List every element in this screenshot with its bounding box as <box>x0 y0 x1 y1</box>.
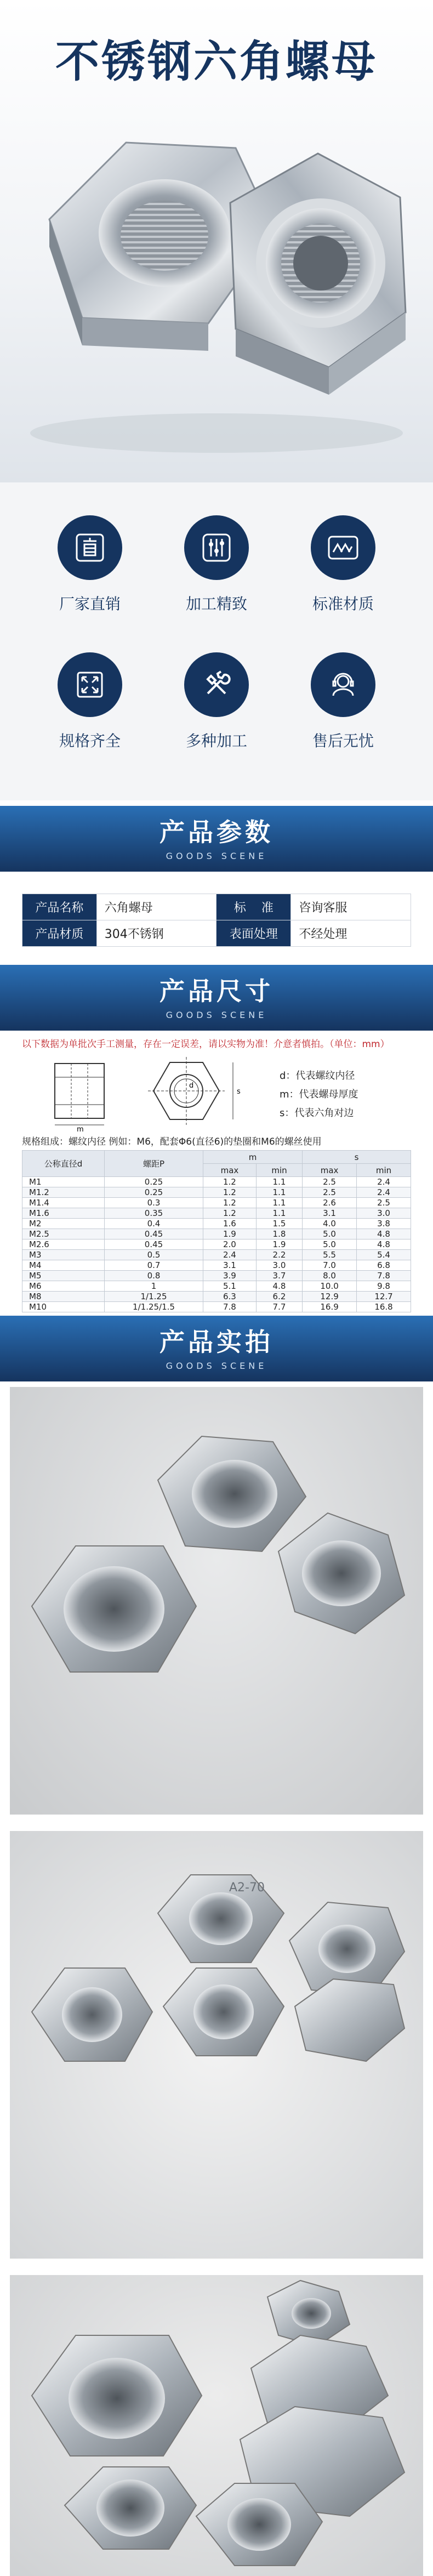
table-cell: 1.1 <box>256 1198 302 1208</box>
table-row <box>22 1208 411 1219</box>
params-row <box>22 920 411 947</box>
product-photo-2 <box>10 1831 423 2259</box>
feature-label: 售后无忧 <box>312 732 374 750</box>
params-row <box>22 894 411 920</box>
table-cell: M1.6 <box>22 1208 105 1219</box>
table-cell: 12.9 <box>303 1292 357 1302</box>
feature-full-specs <box>35 652 145 751</box>
table-row <box>22 1177 411 1187</box>
table-row <box>22 1271 411 1281</box>
nuts-photo-3 <box>10 2275 423 2576</box>
table-cell: 5.5 <box>303 1250 357 1260</box>
table-cell: 3.7 <box>256 1271 302 1281</box>
table-cell: 4.8 <box>357 1229 411 1239</box>
header-max: max <box>303 1164 357 1177</box>
table-cell: M6 <box>22 1281 105 1292</box>
feature-label: 厂家直销 <box>59 595 121 613</box>
param-key: 标 准 <box>216 894 291 920</box>
legend-s: s：代表六角对边 <box>280 1107 354 1119</box>
hero-section <box>0 0 433 482</box>
table-cell: 1/1.25/1.5 <box>105 1302 203 1312</box>
table-cell: 2.5 <box>303 1187 357 1198</box>
param-value: 咨询客服 <box>291 894 411 920</box>
table-cell: 10.0 <box>303 1281 357 1292</box>
table-cell: 6.8 <box>357 1260 411 1271</box>
size-table-header <box>22 1151 411 1164</box>
size-table <box>22 1150 411 1312</box>
photo-stamp: A2-70 <box>229 1881 265 1895</box>
header-max: max <box>203 1164 257 1177</box>
table-cell: M2.5 <box>22 1229 105 1239</box>
hero-title: 不锈钢六角螺母 <box>55 36 378 87</box>
params-table <box>22 894 411 947</box>
table-cell: M1.4 <box>22 1198 105 1208</box>
param-key: 表面处理 <box>216 920 291 947</box>
table-cell: 5.4 <box>357 1250 411 1260</box>
table-row <box>22 1250 411 1260</box>
banner-params <box>0 806 433 872</box>
spec-formula: 规格组成：螺纹内径 例如：M6，配套Φ6(直径6)的垫圈和M6的螺丝使用 <box>22 1136 322 1147</box>
feature-after-sales <box>288 652 398 751</box>
table-cell: M1 <box>22 1177 105 1187</box>
hero-nuts-image <box>0 104 433 477</box>
table-cell: 7.0 <box>303 1260 357 1271</box>
table-cell: 0.25 <box>105 1177 203 1187</box>
nut-dimension-diagram <box>33 1053 269 1132</box>
table-cell: 2.6 <box>303 1198 357 1208</box>
product-photo-3 <box>10 2275 423 2576</box>
table-cell: 1.9 <box>203 1229 257 1239</box>
header-min: min <box>357 1164 411 1177</box>
table-cell: 1.9 <box>256 1239 302 1250</box>
support-agent-icon <box>311 652 375 717</box>
table-cell: 3.9 <box>203 1271 257 1281</box>
table-cell: 3.0 <box>256 1260 302 1271</box>
diagram-label-s: s <box>237 1088 241 1096</box>
table-cell: 4.8 <box>256 1281 302 1292</box>
feature-label: 加工精致 <box>185 595 247 613</box>
table-cell: M8 <box>22 1292 105 1302</box>
param-key: 产品名称 <box>22 894 97 920</box>
table-cell: 2.5 <box>303 1177 357 1187</box>
diagram-label-d: d <box>189 1082 194 1090</box>
table-row <box>22 1198 411 1208</box>
table-row <box>22 1229 411 1239</box>
banner-title: 产品尺寸 <box>159 976 274 1006</box>
table-cell: 8.0 <box>303 1271 357 1281</box>
table-cell: 1 <box>105 1281 203 1292</box>
banner-title: 产品参数 <box>159 817 274 847</box>
table-cell: 3.8 <box>357 1219 411 1229</box>
diagram-label-m: m <box>77 1125 84 1132</box>
table-row <box>22 1219 411 1229</box>
table-cell: 7.8 <box>203 1302 257 1312</box>
chevrons-icon <box>311 515 375 580</box>
table-cell: 2.0 <box>203 1239 257 1250</box>
table-cell: 0.4 <box>105 1219 203 1229</box>
feature-direct-sale <box>35 515 145 614</box>
header-pitch: 螺距P <box>105 1151 203 1177</box>
table-cell: 6.3 <box>203 1292 257 1302</box>
legend-m: m：代表螺母厚度 <box>280 1089 358 1100</box>
param-key: 产品材质 <box>22 920 97 947</box>
table-cell: 0.35 <box>105 1208 203 1219</box>
zhi-character-icon <box>58 515 122 580</box>
table-row <box>22 1239 411 1250</box>
table-cell: 1.1 <box>256 1177 302 1187</box>
table-cell: 1.2 <box>203 1198 257 1208</box>
table-cell: 0.7 <box>105 1260 203 1271</box>
banner-photos <box>0 1316 433 1381</box>
size-note: 以下数据为单批次手工测量，存在一定误差，请以实物为准！介意者慎拍。（单位：mm） <box>22 1039 390 1050</box>
table-cell: 1.2 <box>203 1208 257 1219</box>
feature-label: 多种加工 <box>185 732 247 750</box>
table-cell: 1.6 <box>203 1219 257 1229</box>
header-s: s <box>303 1151 411 1164</box>
table-cell: 1.2 <box>203 1187 257 1198</box>
table-cell: 1.8 <box>256 1229 302 1239</box>
banner-subtitle: GOODS SCENE <box>166 1361 267 1371</box>
feature-fine-processing <box>162 515 271 614</box>
table-cell: 0.45 <box>105 1239 203 1250</box>
table-cell: 1.1 <box>256 1187 302 1198</box>
table-cell: 0.25 <box>105 1187 203 1198</box>
table-cell: 0.45 <box>105 1229 203 1239</box>
table-cell: M2.6 <box>22 1239 105 1250</box>
param-value: 六角螺母 <box>96 894 216 920</box>
header-min: min <box>256 1164 302 1177</box>
banner-title: 产品实拍 <box>159 1327 274 1357</box>
banner-subtitle: GOODS SCENE <box>166 851 267 861</box>
table-cell: 1.2 <box>203 1177 257 1187</box>
expand-arrows-icon <box>58 652 122 717</box>
table-cell: 4.8 <box>357 1239 411 1250</box>
header-diameter: 公称直径d <box>22 1151 105 1177</box>
table-row <box>22 1281 411 1292</box>
table-cell: 1.1 <box>256 1208 302 1219</box>
param-value: 不经处理 <box>291 920 411 947</box>
param-value: 304不锈钢 <box>96 920 216 947</box>
table-cell: 2.4 <box>357 1187 411 1198</box>
wrench-screwdriver-icon <box>184 652 249 717</box>
feature-label: 标准材质 <box>312 595 374 613</box>
table-cell: 7.7 <box>256 1302 302 1312</box>
table-cell: 16.8 <box>357 1302 411 1312</box>
legend-d: d：代表螺纹内径 <box>280 1070 355 1082</box>
table-cell: 0.3 <box>105 1198 203 1208</box>
banner-size-visible <box>0 965 433 1031</box>
header-m: m <box>203 1151 303 1164</box>
table-cell: 5.1 <box>203 1281 257 1292</box>
table-cell: 4.0 <box>303 1219 357 1229</box>
table-cell: 1.5 <box>256 1219 302 1229</box>
nuts-photo-1 <box>10 1387 423 1815</box>
features-section <box>0 482 433 800</box>
table-cell: 2.2 <box>256 1250 302 1260</box>
nuts-photo-2 <box>10 1831 423 2259</box>
table-cell: 9.8 <box>357 1281 411 1292</box>
size-table-body <box>22 1177 411 1312</box>
feature-label: 规格齐全 <box>59 732 121 750</box>
feature-multi-processing <box>162 652 271 751</box>
table-cell: 3.0 <box>357 1208 411 1219</box>
table-cell: M10 <box>22 1302 105 1312</box>
table-cell: 6.2 <box>256 1292 302 1302</box>
table-cell: 2.4 <box>357 1177 411 1187</box>
table-cell: 0.5 <box>105 1250 203 1260</box>
table-cell: M4 <box>22 1260 105 1271</box>
table-cell: 2.5 <box>357 1198 411 1208</box>
table-cell: 2.4 <box>203 1250 257 1260</box>
table-row <box>22 1292 411 1302</box>
product-photo-1 <box>10 1387 423 1815</box>
table-cell: 5.0 <box>303 1239 357 1250</box>
table-cell: 1/1.25 <box>105 1292 203 1302</box>
feature-standard-material <box>288 515 398 614</box>
table-cell: 7.8 <box>357 1271 411 1281</box>
table-cell: 3.1 <box>203 1260 257 1271</box>
table-cell: M1.2 <box>22 1187 105 1198</box>
table-cell: 12.7 <box>357 1292 411 1302</box>
sliders-icon <box>184 515 249 580</box>
banner-subtitle: GOODS SCENE <box>166 1010 267 1020</box>
table-cell: 5.0 <box>303 1229 357 1239</box>
table-cell: M2 <box>22 1219 105 1229</box>
table-row <box>22 1260 411 1271</box>
table-row <box>22 1302 411 1312</box>
table-cell: 16.9 <box>303 1302 357 1312</box>
table-cell: 0.8 <box>105 1271 203 1281</box>
table-row <box>22 1187 411 1198</box>
table-cell: M5 <box>22 1271 105 1281</box>
table-cell: M3 <box>22 1250 105 1260</box>
table-cell: 3.1 <box>303 1208 357 1219</box>
